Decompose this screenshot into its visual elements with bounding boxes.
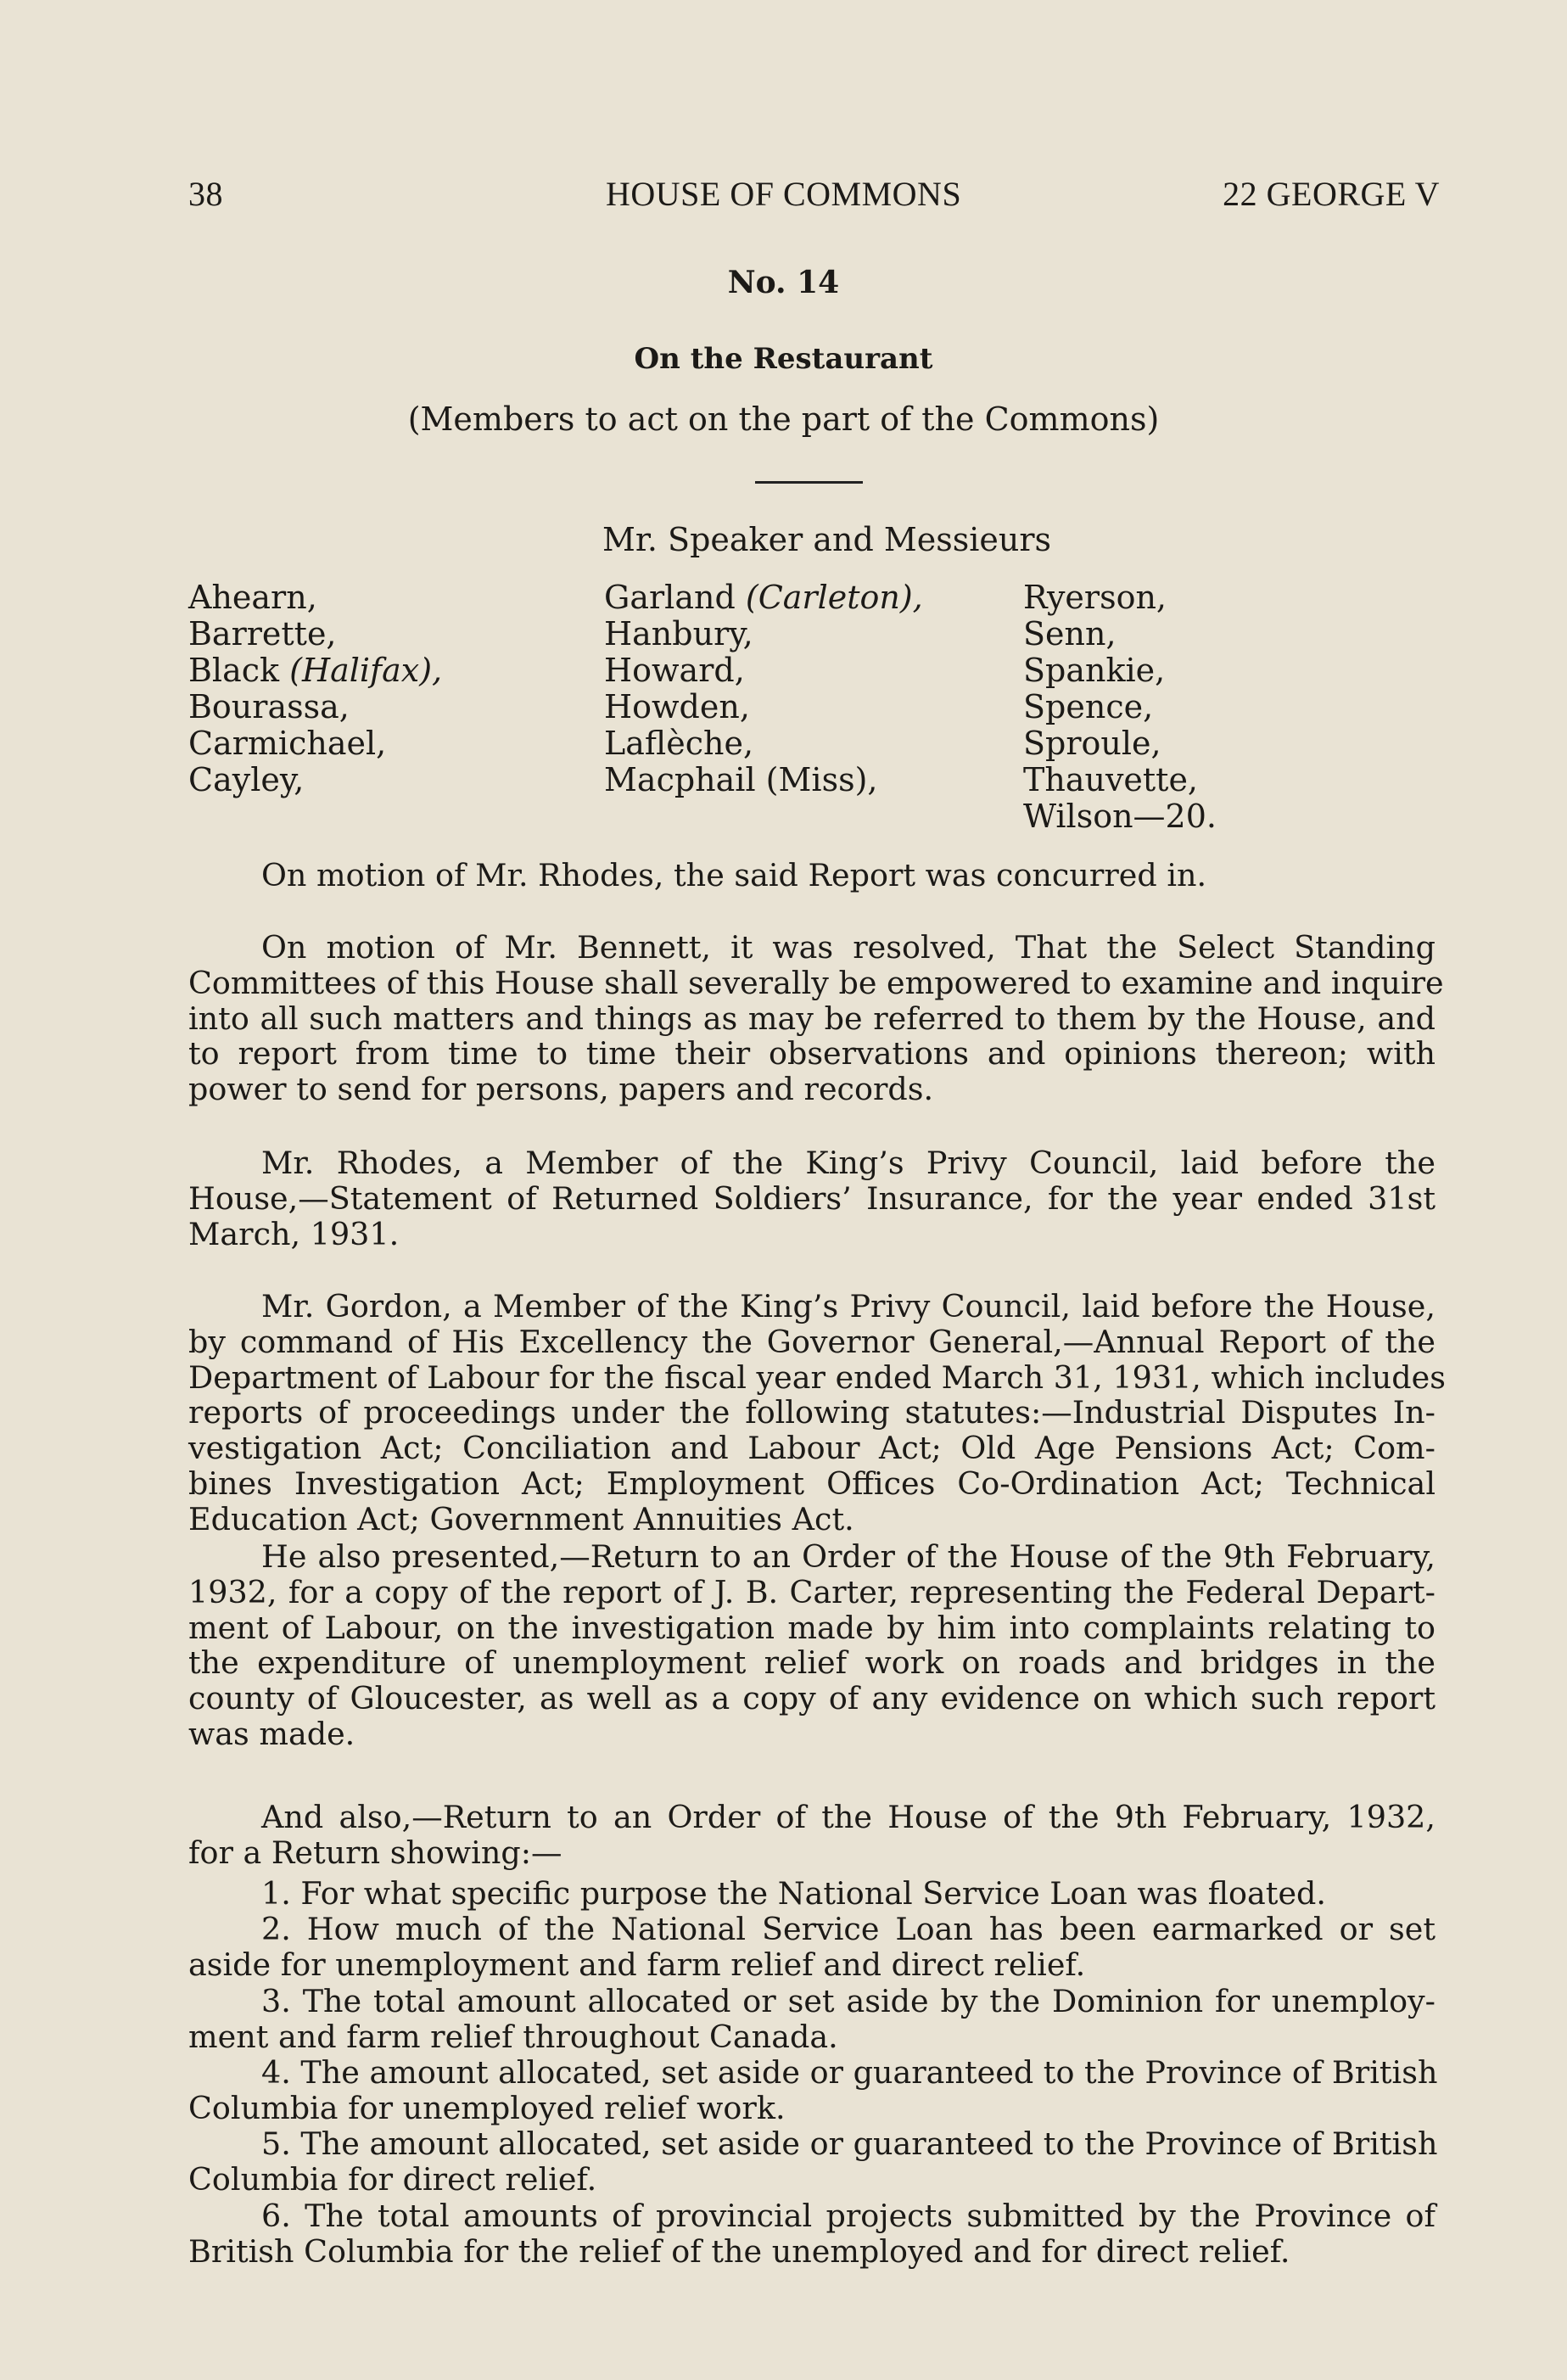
text-line: 1. For what specific purpose the National Service Loan was floated. [261, 1875, 1327, 1912]
member-name [1023, 616, 1217, 652]
text-line: 1932, for a copy of the report of J. B. Carter, representing the Federal Depart- [188, 1573, 1435, 1610]
text-line: March, 1931. [188, 1215, 400, 1252]
text-line: county of Gloucester, as well as a copy of any evidence on which such report [188, 1680, 1435, 1717]
member-surname: Laflèche, [604, 725, 754, 762]
member-column-2 [604, 580, 923, 798]
running-title: HOUSE OF COMMONS [606, 175, 962, 213]
text-line: power to send for persons, papers and records. [188, 1071, 934, 1108]
paragraph [188, 929, 1444, 1108]
text-line: 4. The amount allocated, set aside or guaranteed to the Province of British [261, 2054, 1438, 2091]
text-line: bines Investigation Act; Employment Offices Co-Ordination Act; Technical [188, 1464, 1435, 1502]
text-line: British Columbia for the relief of the unemployed and for direct relief. [188, 2232, 1290, 2270]
text-line: by command of His Excellency the Governor General,—Annual Report of the [188, 1323, 1435, 1360]
text-line: Columbia for unemployed relief work. [188, 2089, 786, 2126]
member-name [188, 689, 442, 725]
text-line: to report from time to time their observations and opinions thereon; with [188, 1035, 1435, 1072]
member-surname: Ryerson, [1023, 579, 1167, 616]
text-line: Columbia for direct relief. [188, 2160, 597, 2198]
member-surname: Hanbury, [604, 615, 753, 652]
text-line: 6. The total amounts of provincial projects submitted by the Province of [261, 2198, 1435, 2234]
text-line: On motion of Mr. Rhodes, the said Report was concurred in. [261, 857, 1207, 893]
member-surname: Carmichael, [188, 725, 387, 762]
text-line: was made. [188, 1715, 355, 1752]
member-constituency: (Halifax), [289, 652, 443, 689]
member-name [604, 652, 923, 689]
text-line: House,—Statement of Returned Soldiers’ Insurance, for the year ended 31st [188, 1179, 1435, 1217]
divider-rule [755, 481, 863, 484]
member-surname: Wilson—20. [1023, 798, 1217, 835]
member-surname: Howden, [604, 688, 750, 725]
member-column-3 [1023, 580, 1217, 835]
list-item [188, 2125, 1438, 2198]
list-item [188, 1984, 1435, 2055]
text-line: Education Act; Government Annuities Act. [188, 1500, 854, 1537]
text-line: Mr. Rhodes, a Member of the King’s Privy Council, laid before the [261, 1145, 1435, 1181]
member-surname: Thauvette, [1023, 761, 1199, 798]
text-line: ment of Labour, on the investigation made by him into complaints relating to [188, 1609, 1435, 1646]
member-name [1023, 652, 1217, 689]
text-line: for a Return showing:— [188, 1834, 562, 1871]
member-name [1023, 798, 1217, 835]
member-surname: Howard, [604, 652, 745, 689]
member-name [604, 616, 923, 652]
text-line: the expenditure of unemployment relief work on roads and bridges in the [188, 1644, 1435, 1682]
text-line: On motion of Mr. Bennett, it was resolved, That the Select Standing [261, 929, 1435, 966]
member-surname: Barrette, [188, 615, 337, 652]
running-head [188, 174, 1440, 218]
text-line: aside for unemployment and farm relief and direct relief. [188, 1946, 1086, 1983]
text-line: He also presented,—Return to an Order of the House of the 9th February, [261, 1538, 1435, 1575]
member-name [188, 616, 442, 652]
member-name [1023, 725, 1217, 762]
member-name [1023, 689, 1217, 725]
member-surname: Ahearn, [188, 579, 317, 616]
member-surname: Spankie, [1023, 652, 1166, 689]
list-item [188, 2054, 1438, 2126]
text-line: into all such matters and things as may be referred to them by the House, and [188, 1000, 1435, 1037]
member-surname: Spence, [1023, 688, 1154, 725]
list-item [188, 2198, 1435, 2270]
member-name [1023, 762, 1217, 798]
committee-note: (Members to act on the part of the Commons) [407, 400, 1160, 438]
text-line: vestigation Act; Conciliation and Labour Act; Old Age Pensions Act; Com- [188, 1430, 1435, 1467]
member-name [188, 725, 442, 762]
text-line: And also,—Return to an Order of the House of the 9th February, 1932, [261, 1799, 1435, 1835]
member-surname: Black [188, 652, 290, 689]
list-item [188, 1876, 1435, 1912]
member-surname: Bourassa, [188, 688, 350, 725]
text-line: reports of proceedings under the following statutes:—Industrial Disputes In- [188, 1394, 1435, 1431]
member-surname: Sproule, [1023, 725, 1161, 762]
text-line: Committees of this House shall severally be empowered to examine and inquire [188, 964, 1444, 1001]
member-name [188, 652, 442, 689]
member-constituency: (Carleton), [745, 579, 923, 616]
paragraph [188, 1145, 1435, 1252]
committee-number: No. 14 [727, 265, 840, 300]
paragraph [188, 858, 1435, 893]
text-line: 3. The total amount allocated or set aside by the Dominion for unemploy- [261, 1983, 1435, 2019]
member-name [604, 725, 923, 762]
member-name [604, 689, 923, 725]
member-name [188, 762, 442, 798]
text-line: 5. The amount allocated, set aside or guaranteed to the Province of British [261, 2125, 1438, 2162]
regnal-year: 22 GEORGE V [1223, 175, 1440, 213]
member-name [1023, 580, 1217, 616]
members-intro: Mr. Speaker and Messieurs [602, 521, 1052, 558]
member-surname: Cayley, [188, 761, 305, 798]
paragraph [188, 1800, 1435, 1871]
text-line: Mr. Gordon, a Member of the King’s Privy Council, laid before the House, [261, 1288, 1435, 1324]
page-number: 38 [188, 175, 223, 213]
member-name [604, 762, 923, 798]
text-line: Department of Labour for the fiscal year ended March 31, 1931, which includes [188, 1358, 1446, 1396]
list-item [188, 1912, 1435, 1983]
member-surname: Garland [604, 579, 746, 616]
text-line: 2. How much of the National Service Loan has been earmarked or set [261, 1911, 1435, 1947]
member-column-1 [188, 580, 442, 798]
text-line: ment and farm relief throughout Canada. [188, 2018, 838, 2055]
member-name [188, 580, 442, 616]
paragraph [188, 1288, 1446, 1537]
member-name [604, 580, 923, 616]
committee-subject: On the Restaurant [634, 342, 933, 376]
member-surname: Macphail (Miss), [604, 761, 878, 798]
member-surname: Senn, [1023, 615, 1116, 652]
paragraph [188, 1539, 1435, 1752]
